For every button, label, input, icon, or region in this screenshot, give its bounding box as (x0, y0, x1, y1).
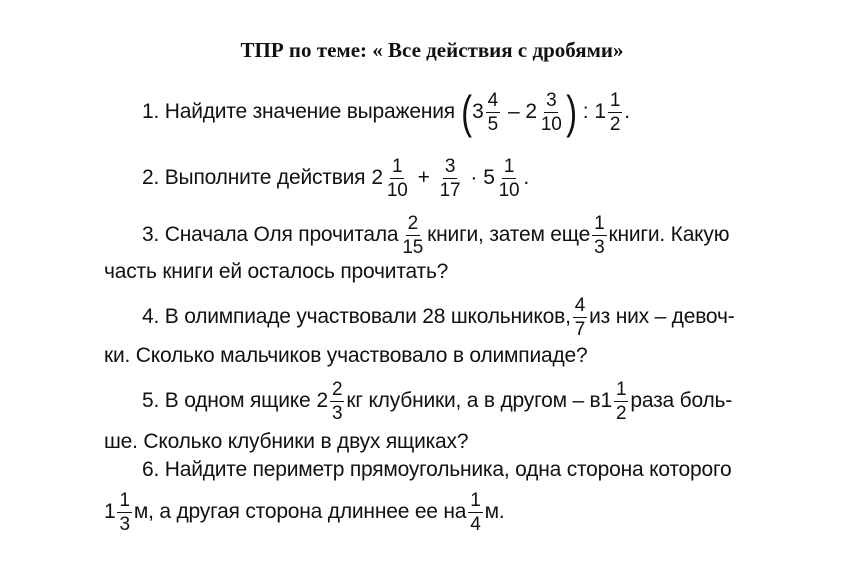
task-5-text-b: кг клубники, а в другом – в (346, 389, 601, 412)
task-3-fraction-2: $\frac{1}{3}$ (594, 212, 605, 258)
period: . (624, 100, 630, 123)
close-paren: ) (565, 86, 577, 138)
task-4-text-b: из них – девоч- (589, 305, 735, 328)
task-3-line-1 (142, 212, 730, 258)
task-5-text-a: 5. В одном ящике (142, 389, 311, 412)
task-2-fraction-2: $\frac{3}{17}$ (439, 155, 461, 201)
plus-sign: + (417, 166, 430, 189)
task-4-text-line-2: ки. Сколько мальчиков участвовало в олимпиаде? (104, 344, 588, 367)
task-5-whole-2: 1 (600, 389, 613, 412)
colon-sign: : (582, 100, 589, 123)
task-6-text-b: м. (484, 500, 505, 523)
task-5-whole-1: 2 (316, 389, 328, 412)
multiply-dot: · (470, 166, 478, 189)
task-1-fraction-1: $\frac{4}{5}$ (487, 89, 498, 135)
task-6-whole-1: 1 (104, 500, 116, 523)
task-4-fraction: $\frac{4}{7}$ (574, 294, 586, 340)
task-6-fraction-2: $\frac{1}{4}$ (470, 489, 481, 535)
minus-sign: – (507, 100, 520, 123)
task-3-text-line-2: часть книги ей осталось прочитать? (104, 260, 449, 283)
task-4-line-2 (104, 336, 587, 376)
task-3-line-2 (104, 252, 448, 292)
task-5-fraction-2: $\frac{1}{2}$ (616, 378, 627, 424)
task-1-whole-1: 3 (472, 100, 484, 123)
task-6-text-line-1: 6. Найдите периметр прямоугольника, одна сторона которого (142, 458, 732, 481)
task-4-line-1 (142, 294, 735, 340)
task-5-fraction-1: $\frac{2}{3}$ (331, 378, 343, 424)
task-6-text-a: м, а другая сторона длиннее ее на (133, 500, 467, 523)
task-2-whole-1: 2 (371, 166, 383, 189)
task-3-text-a: 3. Сначала Оля прочитала (142, 223, 399, 246)
open-paren: ( (461, 86, 472, 138)
task-1-whole-3: 1 (594, 100, 606, 123)
task-2 (142, 155, 530, 201)
period: . (523, 166, 530, 189)
task-2-whole-2: 5 (483, 166, 495, 189)
page-title: ТПР по теме: « Все действия с дробями» (240, 38, 624, 62)
task-3-fraction-1: $\frac{2}{15}$ (402, 212, 424, 258)
task-6-line-1 (142, 450, 731, 490)
task-6-line-2 (104, 489, 505, 535)
task-1-text: 1. Найдите значение выражения (142, 100, 455, 123)
task-4-text-a: 4. В олимпиаде участвовали 28 школьников, (142, 305, 571, 328)
task-3-text-b: книги, затем еще (427, 223, 591, 246)
task-5-text-c: раза боль- (630, 389, 733, 412)
task-1-whole-2: 2 (525, 100, 537, 123)
task-5-line-1 (142, 378, 733, 424)
task-2-fraction-3: $\frac{1}{10}$ (498, 155, 520, 201)
task-1 (142, 86, 630, 138)
task-1-fraction-2: $\frac{3}{10}$ (540, 89, 562, 135)
task-2-text: 2. Выполните действия (142, 166, 366, 189)
task-2-fraction-1: $\frac{1}{10}$ (386, 155, 408, 201)
task-5-text-line-2: ше. Сколько клубники в двух ящиках? (104, 430, 469, 453)
task-3-text-c: книги. Какую (608, 223, 730, 246)
task-1-fraction-3: $\frac{1}{2}$ (609, 89, 621, 135)
task-6-fraction-1: $\frac{1}{3}$ (119, 489, 130, 535)
